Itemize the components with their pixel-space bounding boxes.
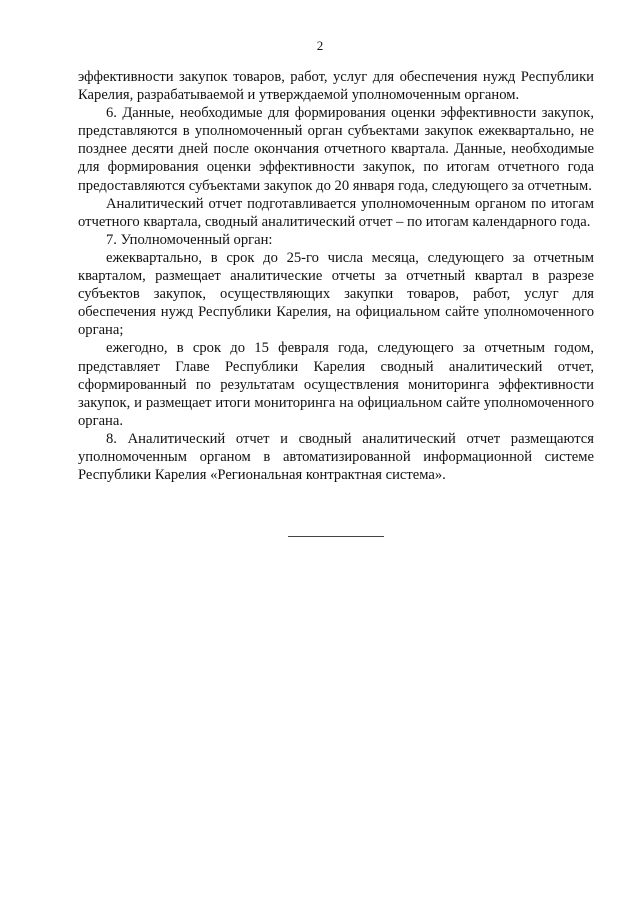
paragraph-item-7: 7. Уполномоченный орган: (106, 231, 273, 248)
page-number: 2 (316, 38, 324, 53)
paragraph-continuation: эффективности закупок товаров, работ, услуг для обеспечения нужд Республики Карелия, разрабатываемой и утверждаемой уполномоченным органом. (78, 69, 594, 104)
paragraph-item-8: 8. Аналитический отчет и сводный аналитический отчет размещаются уполномоченным органом в автоматизированной информационной системе Республики Карелия «Региональная контрактная система». (78, 430, 594, 484)
end-divider-line (288, 536, 384, 537)
paragraph-annual-duty: ежегодно, в срок до 15 февраля года, следующего за отчетным годом, представляет Главе Республики Карелия сводный аналитический отчет, сформированный по результатам осуществления мониторинга эффективности закупок, и размещает итоги мониторинга на официальном сайте уполномоченного органа. (78, 340, 594, 429)
document-body (78, 68, 594, 484)
paragraph-analytic-report: Аналитический отчет подготавливается уполномоченным органом по итогам отчетного квартала, сводный аналитический отчет – по итогам календарного года. (78, 195, 594, 230)
paragraph-quarterly-duty: ежеквартально, в срок до 25-го числа месяца, следующего за отчетным кварталом, размещает аналитические отчеты за отчетный квартал в разрезе субъектов закупок, осуществляющих закупки товаров, работ, услуг для обеспечения нужд Республики Карелия, на официальном сайте уполномоченного органа; (78, 249, 594, 339)
paragraph-item-6: 6. Данные, необходимые для формирования оценки эффективности закупок, представляются в уполномоченный орган субъектами закупок ежеквартально, не позднее десяти дней после окончания отчетного квартала. Данные, необходимые для формирования оценки эффективности закупок, по итогам отчетного года предоставляются субъектами закупок до 20 января года, следующего за отчетным. (78, 105, 594, 194)
